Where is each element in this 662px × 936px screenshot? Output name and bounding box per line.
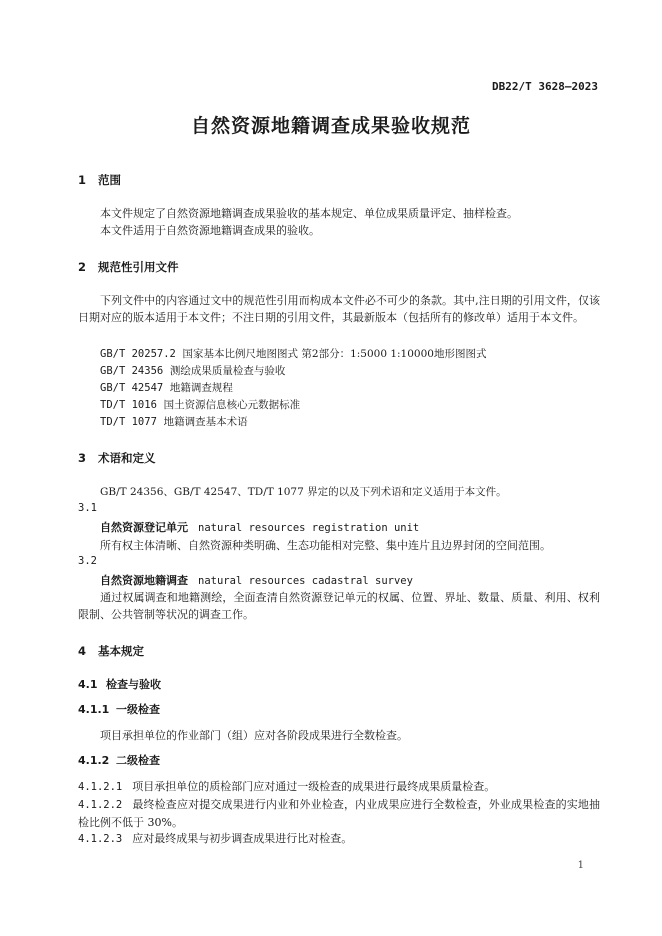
section-4-heading: [78, 643, 144, 659]
reference-item: GB/T 24356 测绘成果质量检查与验收: [100, 365, 286, 377]
section-1-heading: [78, 172, 121, 188]
section-1-paragraph-2: 本文件适用于自然资源地籍调查成果的验收。: [100, 224, 320, 237]
term-number: 3.2: [78, 555, 97, 567]
section-number: 3: [78, 451, 87, 465]
document-title: 自然资源地籍调查成果验收规范: [190, 115, 471, 137]
section-title: 基本规定: [98, 644, 144, 658]
section-number: 1: [78, 173, 87, 187]
section-title: 术语和定义: [98, 451, 156, 465]
reference-item: GB/T 20257.2 国家基本比例尺地图图式 第2部分：1:5000 1:10000地形图图式: [100, 348, 487, 360]
section-title: 范围: [98, 173, 121, 187]
section-2-paragraph: 下列文件中的内容通过文中的规范性引用而构成本文件必不可少的条款。其中,注日期的引用文件，仅该日期对应的版本适用于本文件；不注日期的引用文件，其最新版本（包括所有的修改单）适用于本文件。: [78, 294, 600, 324]
subsection-4-1-1-paragraph: 项目承担单位的作业部门（组）应对各阶段成果进行全数检查。: [100, 729, 408, 742]
term-definition: 所有权主体清晰、自然资源种类明确、生态功能相对完整、集中连片且边界封闭的空间范围。: [100, 539, 551, 552]
subsection-4-1-2-heading: 4.1.2 二级检查: [78, 754, 160, 767]
subsection-4-1-1-heading: 4.1.1 一级检查: [78, 703, 160, 716]
subsection-4-1-heading: 4.1 检查与验收: [78, 678, 161, 691]
reference-item: TD/T 1016 国土资源信息核心元数据标准: [100, 399, 301, 411]
term-heading: 自然资源地籍调查 natural resources cadastral survey: [100, 574, 413, 587]
term-heading: 自然资源登记单元 natural resources registration unit: [100, 521, 420, 534]
clause-item: 4.1.2.2 最终检查应对提交成果进行内业和外业检查，内业成果应进行全数检查，外业成果检查的实地抽检比例不低于 30%。: [78, 798, 600, 829]
reference-item: TD/T 1077 地籍调查基本术语: [100, 416, 248, 428]
section-3-intro: GB/T 24356、GB/T 42547、TD/T 1077 界定的以及下列术语和定义适用于本文件。: [100, 486, 507, 498]
section-2-heading: [78, 259, 179, 275]
standard-number: DB22/T 3628—2023: [492, 80, 598, 93]
section-3-heading: [78, 450, 156, 466]
reference-item: GB/T 42547 地籍调查规程: [100, 382, 233, 394]
term-definition: 通过权属调查和地籍测绘，全面查清自然资源登记单元的权属、位置、界址、数量、质量、利用、权利限制、公共管制等状况的调查工作。: [78, 591, 600, 621]
section-number: 2: [78, 260, 87, 274]
term-number: 3.1: [78, 502, 97, 514]
section-1-paragraph-1: 本文件规定了自然资源地籍调查成果验收的基本规定、单位成果质量评定、抽样检查。: [100, 207, 518, 220]
section-title: 规范性引用文件: [98, 260, 179, 274]
page-number: 1: [577, 860, 584, 871]
section-number: 4: [78, 644, 87, 658]
clause-item: 4.1.2.3 应对最终成果与初步调查成果进行比对检查。: [78, 832, 353, 845]
clause-item: 4.1.2.1 项目承担单位的质检部门应对通过一级检查的成果进行最终成果质量检查。: [78, 780, 496, 793]
